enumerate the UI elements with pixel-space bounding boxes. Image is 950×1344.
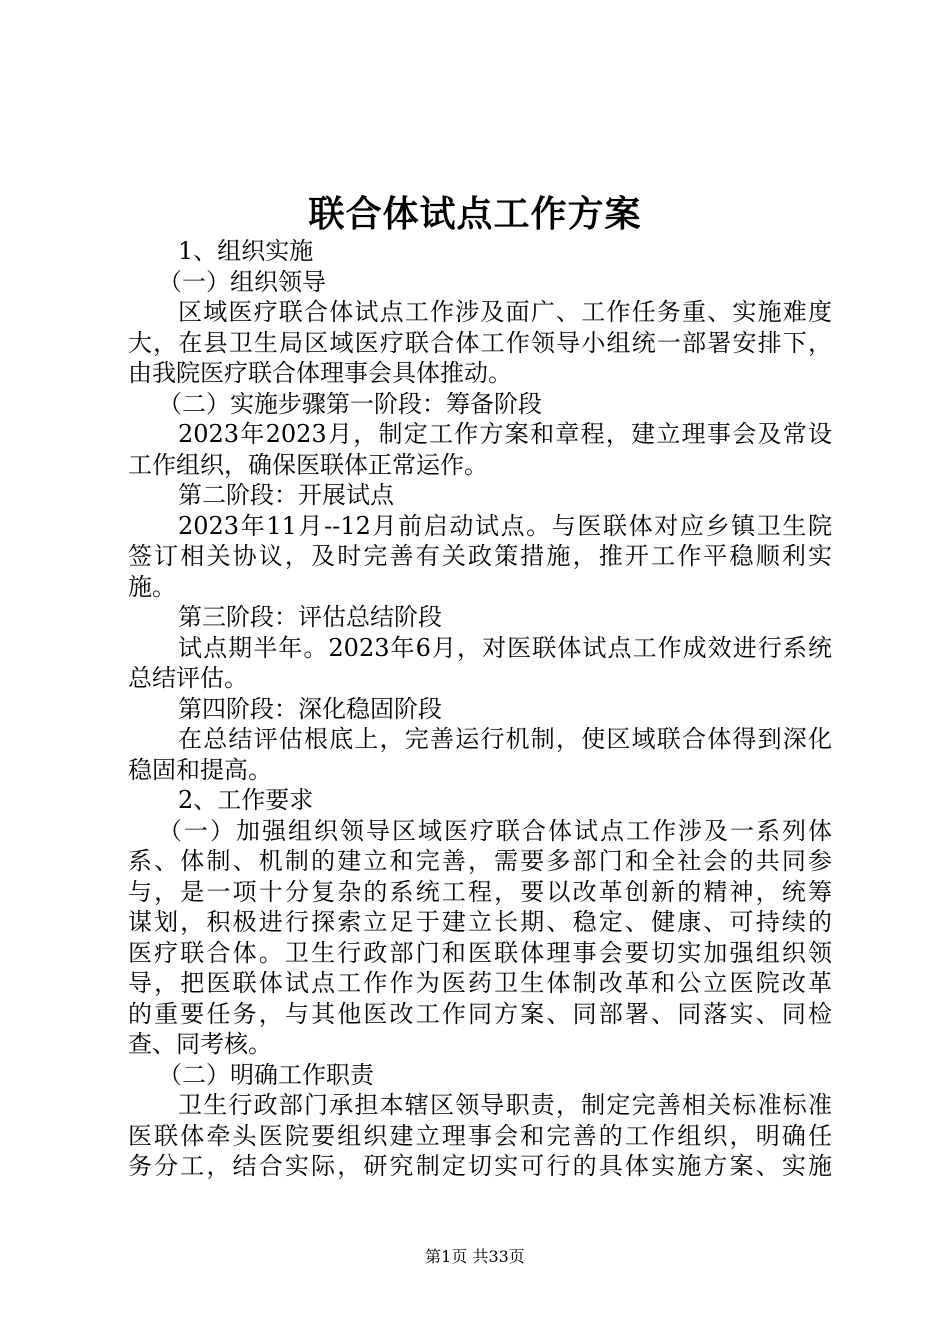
text-line: 稳固和提高。 — [128, 755, 272, 784]
text-line: 2023年11月--12月前启动试点。与医联体对应乡镇卫生院 — [178, 511, 832, 540]
text-line: 签订相关协议，及时完善有关政策措施，推开工作平稳顺利实 — [128, 542, 832, 570]
text-line: 与，是一项十分复杂的系统工程，要以改革创新的精神，统筹 — [128, 877, 832, 906]
text-line: 第四阶段：深化稳固阶段 — [178, 694, 442, 723]
text-line: 系、体制、机制的建立和完善，需要多部门和全社会的共同参 — [128, 847, 832, 875]
text-line: 导，把医联体试点工作作为医药卫生体制改革和公立医院改革 — [128, 969, 832, 997]
text-line: （一）加强组织领导区域医疗联合体试点工作涉及一系列体 — [158, 816, 832, 845]
text-line: 2023年2023月，制定工作方案和章程，建立理事会及常设 — [178, 420, 832, 448]
text-line: 查、同考核。 — [128, 1030, 272, 1058]
text-line: 1、组织实施 — [178, 237, 314, 265]
text-line: 谋划，积极进行探索立足于建立长期、稳定、健康、可持续的 — [128, 908, 832, 936]
text-line: 在总结评估根底上，完善运行机制，使区域联合体得到深化 — [178, 725, 832, 753]
text-line: （一）组织领导 — [158, 267, 326, 296]
text-line: 工作组织，确保医联体正常运作。 — [128, 450, 488, 479]
text-line: 务分工，结合实际，研究制定切实可行的具体实施方案、实施 — [128, 1152, 832, 1180]
document-body — [128, 236, 832, 1182]
text-line: 医疗联合体。卫生行政部门和医联体理事会要切实加强组织领 — [128, 938, 832, 967]
text-line: 区域医疗联合体试点工作涉及面广、工作任务重、实施难度 — [178, 298, 832, 326]
text-line: 试点期半年。2023年6月，对医联体试点工作成效进行系统 — [178, 633, 832, 662]
text-line: 2、工作要求 — [178, 786, 314, 814]
text-line: 大，在县卫生局区域医疗联合体工作领导小组统一部署安排下， — [128, 328, 832, 357]
text-line: （二）实施步骤第一阶段：筹备阶段 — [158, 389, 542, 418]
text-line: 的重要任务，与其他医改工作同方案、同部署、同落实、同检 — [128, 999, 832, 1028]
text-line: 总结评估。 — [128, 664, 248, 692]
text-line: 第二阶段：开展试点 — [178, 481, 394, 509]
text-line: 施。 — [128, 572, 176, 601]
document-title: 联合体试点工作方案 — [308, 193, 642, 235]
text-line: 由我院医疗联合体理事会具体推动。 — [128, 359, 512, 387]
text-line: （二）明确工作职责 — [158, 1060, 374, 1089]
text-line: 卫生行政部门承担本辖区领导职责，制定完善相关标准标准 — [178, 1091, 832, 1119]
page-number-footer: 第1页 共33页 — [425, 1247, 525, 1266]
text-line: 医联体牵头医院要组织建立理事会和完善的工作组织，明确任 — [128, 1121, 832, 1150]
text-line: 第三阶段：评估总结阶段 — [178, 603, 442, 631]
